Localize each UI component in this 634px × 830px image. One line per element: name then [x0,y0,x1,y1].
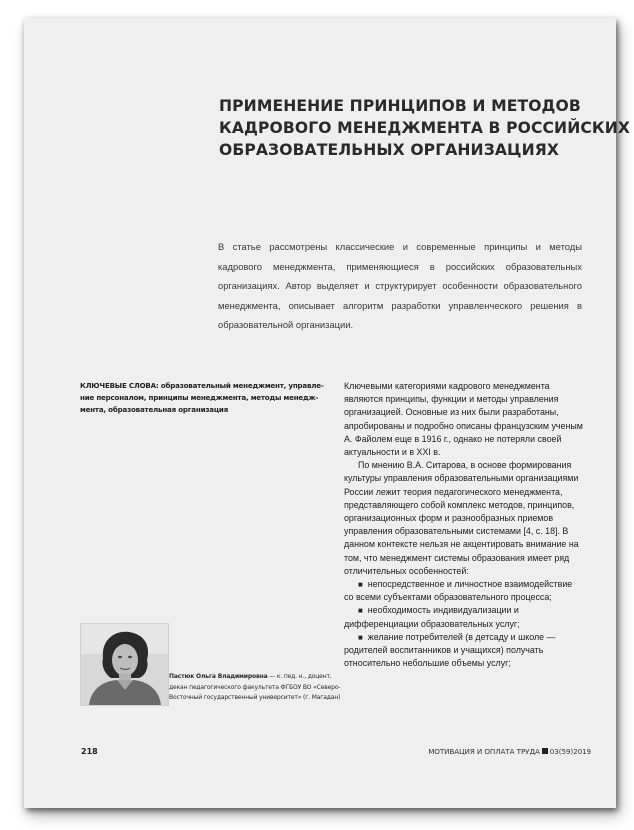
author-info [169,672,341,704]
article-abstract: В статье рассмотрены классические и современные принципы и методы кадрового менеджмента, применяющиеся в российских образовательных организациях. Автор выделяет и структурирует особенности образовательного менеджмента, описывает алгоритм разработки управленческого решения в образовательной организации. [218,241,582,331]
author-affiliation-line: декан педагогического факультета ФГБОУ ВО «Северо- [169,683,341,691]
bullet-text: непосредственное и личностное взаимодействие со всеми субъектами образовательного процесса; [344,579,573,603]
running-footer [428,747,591,756]
author-name: Пастюк Ольга Владимировна [169,673,268,680]
body-paragraph: Ключевыми категориями кадрового менеджмента являются принципы, функции и методы управления организацией. Основные из них были разработаны, апробированы и подробно описаны французским ученым А. Файолем еще в 1916 г., однако не потеряли своей актуальности и в XXI в. [344,381,583,458]
author-photo [80,623,169,706]
page-number: 218 [81,747,98,756]
square-bullet-icon: ■ [358,632,363,642]
author-portrait-image [81,624,168,705]
journal-name: МОТИВАЦИЯ И ОПЛАТА ТРУДА [428,747,540,756]
article-title [219,95,631,161]
article-title-line: ОБРАЗОВАТЕЛЬНЫХ ОРГАНИЗАЦИЯХ [219,141,559,159]
square-bullet-icon: ■ [358,606,363,616]
keywords-line: ние персоналом, принципы менеджмента, методы менедж- [80,393,319,402]
article-title-line: КАДРОВОГО МЕНЕДЖМЕНТА В РОССИЙСКИХ [219,119,631,137]
bullet-item [344,631,584,671]
bullet-text: желание потребителей (в детсаду и школе — родителей воспитанников и учащихся) получать относительно небольшие объемы услуг; [344,631,556,669]
bullet-text: необходимость индивидуализации и дифференциации образовательных услуг; [344,605,520,629]
author-degree: — к. пед. н., доцент, [267,673,332,680]
square-bullet-icon: ■ [358,580,363,590]
square-separator-icon [542,748,548,754]
bullet-item [344,578,584,604]
article-body [344,380,584,670]
author-line [169,672,337,683]
author-affiliation-line: Восточный государственный университет» (г. Магадан) [169,694,341,702]
article-title-line: ПРИМЕНЕНИЕ ПРИНЦИПОВ И МЕТОДОВ [219,97,581,115]
keywords-line: мента, образовательная организация [80,405,229,414]
journal-issue: 03(59)2019 [549,747,591,756]
body-paragraph: По мнению В.А. Ситарова, в основе формирования культуры управления образовательными организациями России лежит теория педагогического менеджмента, представляющего собой комплекс методов, принципов, организационных форм и разнообразных приемов управления образовательными системами [4, с. 18]. В данном контексте нельзя не акцентировать внимание на том, что менеджмент системы образования имеет ряд отличительных особенностей: [344,460,579,576]
bullet-item [344,604,584,630]
keywords-line: КЛЮЧЕВЫЕ СЛОВА: образовательный менеджмент, управле- [80,381,324,390]
keywords [80,380,325,416]
